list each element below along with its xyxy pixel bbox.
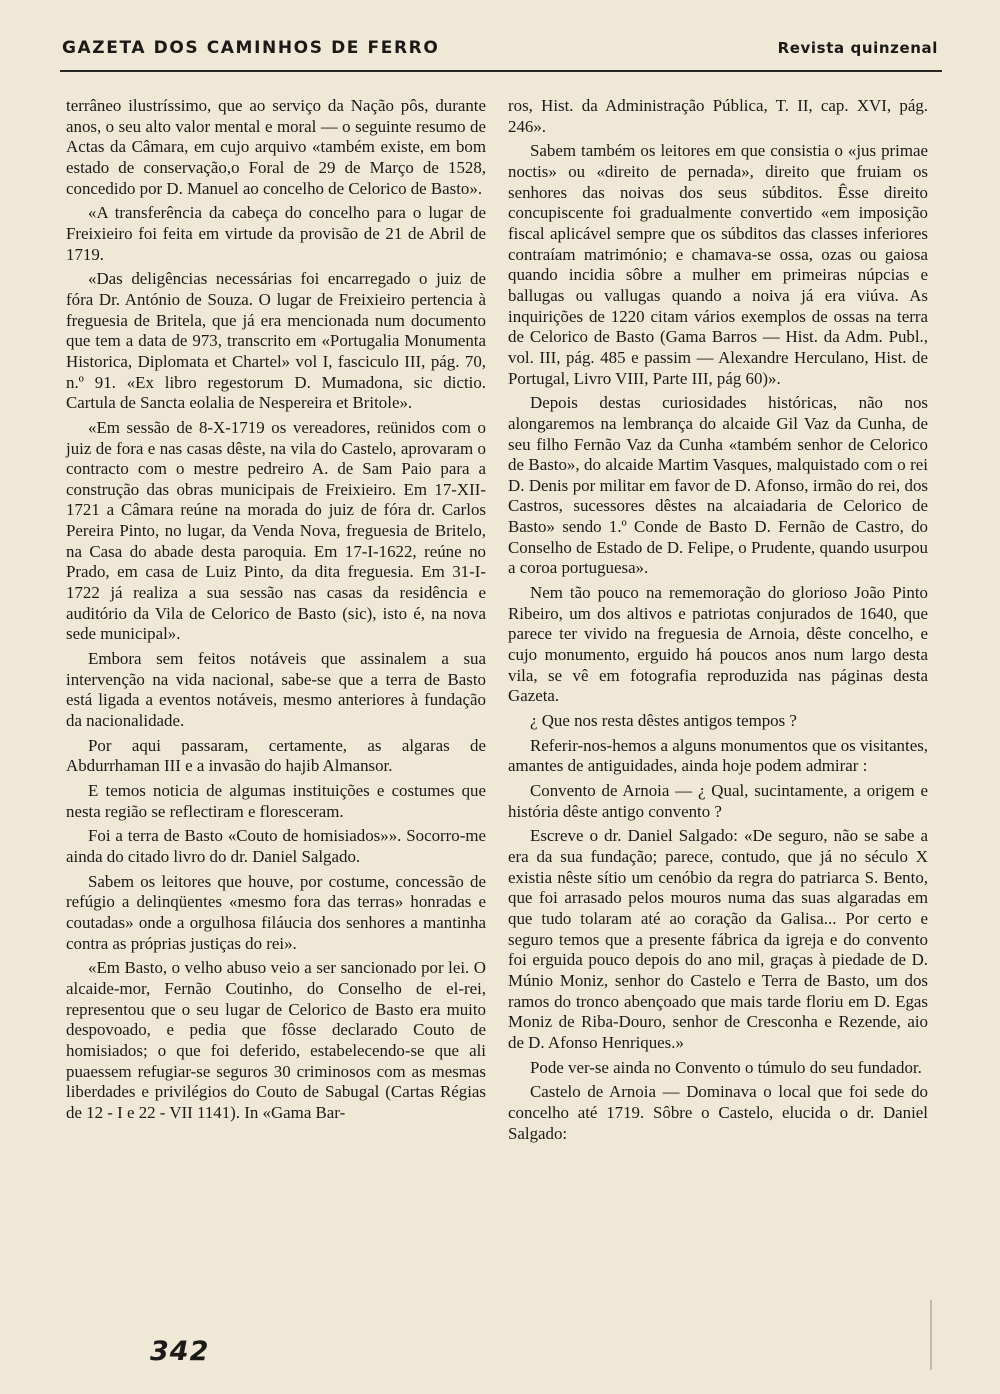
- paragraph: Por aqui passaram, certamente, as algaras de Abdurrhaman III e a invasão do hajib Almansor.: [66, 735, 486, 776]
- paragraph: E temos noticia de algumas instituições e costumes que nesta região se reflectiram e floresceram.: [66, 781, 486, 821]
- paragraph: Escreve o dr. Daniel Salgado: «De seguro, não se sabe a era da sua fundação; parece, contudo, que já no século X existia nêste sítio um cenóbio da regra do patriarca S. Bento, que foi arrasado pelos mouros numa das suas algaradas em que tudo tolaram até ao coração da Galisa... Por certo e seguro temos que a presente fábrica da igreja e do convento foi erguida pouco depois do ano mil, graças à piedade de D. Múnio Moniz, senhor do Castelo e Terra de Basto, um dos ramos do tronco abençoado que mais tarde floriu em D. Egas Moniz de Riba-Douro, senhor de Cresconha e Rezende, aio de D. Afonso Henriques.»: [508, 826, 928, 1052]
- paragraph: Pode ver-se ainda no Convento o túmulo do seu fundador.: [530, 1057, 922, 1077]
- header-rule: [60, 70, 942, 72]
- paragraph: «Em Basto, o velho abuso veio a ser sancionado por lei. O alcaide-mor, Fernão Coutinho, do Conselho de el-rei, representou que o seu lugar de Celorico de Basto era muito despovoado, e pedia que fôsse declarado Couto de homisiados; o que foi deferido, estabelecendo-se que ali puaessem refugiar-se seguros 30 criminosos com as mesmas liberdades e privilégios do Couto de Sabugal (Cartas Régias de 12 - I e 22 - VII 1141). In «Gama Bar-: [66, 958, 486, 1122]
- paragraph: ros, Hist. da Administração Pública, T. II, cap. XVI, pág. 246».: [508, 96, 928, 136]
- page-number: 342: [150, 1336, 210, 1367]
- paragraph: Nem tão pouco na rememoração do glorioso João Pinto Ribeiro, um dos altivos e patriotas conjurados de 1640, que parece ter vivido na freguesia de Arnoia, dêste concelho, e cujo monumento, erguido há poucos anos num largo desta vila, se vê em fotografia reproduzida nas páginas desta Gazeta.: [508, 583, 928, 706]
- paragraph: «Das deligências necessárias foi encarregado o juiz de fóra Dr. António de Souza. O lugar de Freixieiro pertencia à freguesia de Britela, que já era mencionada num documento que tem a data de 973, transcrito em «Portugalia Monumenta Historica, Diplomata et Chartel» vol I, fasciculo III, pág. 70, n.º 91. «Ex libro regestorum D. Mumadona, sic dictio. Cartula de Sancta eolalia de Nespereira et Britole».: [66, 269, 486, 413]
- binding-edge-mark: [930, 1300, 950, 1370]
- paragraph: Sabem os leitores que houve, por costume, concessão de refúgio a delinqüentes «mesmo fora das terras» honradas e coutadas» onde a orgulhosa filáucia dos senhores a mantinha contra as próprias justiças do rei».: [66, 871, 486, 953]
- paragraph: Foi a terra de Basto «Couto de homisiados»». Socorro-me ainda do citado livro do dr. Daniel Salgado.: [66, 826, 486, 866]
- paragraph: ¿ Que nos resta dêstes antigos tempos ?: [530, 711, 797, 731]
- paragraph: terrâneo ilustríssimo, que ao serviço da Nação pôs, durante anos, o seu alto valor mental e moral — o seguinte resumo de Actas da Câmara, em cujo arquivo «também existe, em bom estado de conservação,o Foral de 29 de Março de 1528, concedido por D. Manuel ao concelho de Celorico de Basto».: [66, 96, 486, 198]
- left-column: [66, 96, 486, 1128]
- paragraph: Castelo de Arnoia — Dominava o local que foi sede do concelho até 1719. Sôbre o Castelo, elucida o dr. Daniel Salgado:: [508, 1082, 928, 1143]
- paragraph: Embora sem feitos notáveis que assinalem a sua intervenção na vida nacional, sabe-se que a terra de Basto está ligada a eventos notáveis, mesmo anteriores à fundação da nacionalidade.: [66, 649, 486, 731]
- journal-subtitle: Revista quinzenal: [777, 39, 938, 57]
- paragraph: Convento de Arnoia — ¿ Qual, sucintamente, a origem e história dêste antigo convento ?: [508, 781, 928, 821]
- running-header: [62, 38, 938, 58]
- paragraph: «Em sessão de 8-X-1719 os vereadores, reünidos com o juiz de fora e nas casas dêste, na vila do Castelo, aprovaram o contracto com o mestre pedreiro A. de Sam Paio para a construção das obras municipais de Freixieiro. Em 17-XII-1721 a Câmara reúne na morada do juiz de fóra dr. Carlos Pereira Pinto, no lugar, da Venda Nova, freguesia de Britelo, na Casa do abade desta paroquia. Em 17-I-1622, reúne no Prado, em casa de Luiz Pinto, da dita freguesia. Em 31-I-1722 já realiza a sua sessão nas casas da residência e auditório da Vila de Celorico de Basto (sic), isto é, na nova sede municipal».: [66, 417, 486, 644]
- paragraph: Sabem também os leitores em que consistia o «jus primae noctis» ou «direito de pernada», direito que fruiam os senhores das noivas dos seus súbditos. Êsse direito concupiscente foi gradualmente convertido «em imposição fiscal aplicável sempre que os súbditos das classes inferiores contraíam matrimónio; e chamava-se ossa, ozas ou gaiosa quando incidia sôbre a mulher em primeiras núpcias e ballugas ou vallugas quando a noiva já era viúva. As inquirições de 1220 citam vários exemplos de ossas na terra de Celorico de Basto (Gama Barros — Hist. da Adm. Publ., vol. III, pág. 485 e passim — Alexandre Herculano, Hist. de Portugal, Livro VIII, Parte III, pág 60)».: [508, 141, 928, 388]
- paragraph: Referir-nos-hemos a alguns monumentos que os visitantes, amantes de antiguidades, ainda hoje podem admirar :: [508, 735, 928, 776]
- paragraph: Depois destas curiosidades históricas, não nos alongaremos na lembrança do alcaide Gil Vaz da Cunha, de seu filho Fernão Vaz da Cunha «também senhor de Celorico de Basto», do alcaide Martim Vasques, malquistado com o rei D. Denis por militar em favor de D. Afonso, irmão do rei, dos Castros, sucessores dêstes na alcaiadaria de Celorico de Basto» sendo 1.º Conde de Basto D. Fernão de Castro, do Conselho de Estado de D. Felipe, o Prudente, quando usurpou a coroa portuguesa».: [508, 393, 928, 578]
- right-column: [508, 96, 928, 1148]
- journal-title: GAZETA DOS CAMINHOS DE FERRO: [62, 38, 440, 58]
- paragraph: «A transferência da cabeça do concelho para o lugar de Freixieiro foi feita em virtude da provisão de 21 de Abril de 1719.: [66, 203, 486, 264]
